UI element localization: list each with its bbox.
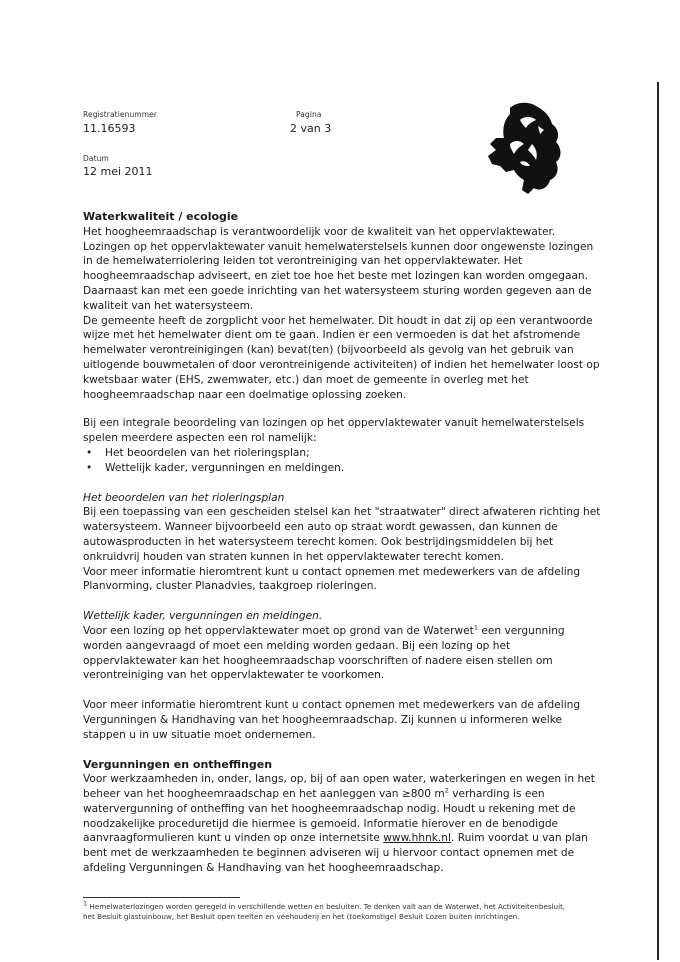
registration-number: 11.16593: [83, 122, 136, 135]
footnote-mark: 1: [83, 899, 88, 908]
lion-logo-icon: [480, 100, 566, 196]
footnote-divider: [83, 897, 240, 898]
paragraph-contact-permits: Voor meer informatie hieromtrent kunt u contact opnemen met medewerkers van de afdeling Vergunningen & Handhaving van het hoogheemraadschap. Zij kunnen u informeren welke stappen u in uw situatie moet ondernemen.: [83, 699, 581, 741]
list-item: • Wettelijk kader, vergunningen en meldingen.: [83, 461, 603, 476]
page-label: Pagina: [296, 110, 322, 119]
paragraph-separate-system: Bij een toepassing van een gescheiden stelsel kan het "straatwater" direct afwateren richting het watersysteem. Wanneer bijvoorbeeld een auto op straat wordt gewassen, dan kunnen de autowasproducten in het watersysteem terecht komen. Ook bestrijdingsmiddelen bij het onkruidvrij houden van straten kunnen in het oppervlaktewater terecht komen.: [83, 506, 601, 563]
subheading-sewer-plan: Het beoordelen van het rioleringsplan: [83, 491, 285, 504]
footnote: [83, 899, 573, 922]
paragraph-waterwet: [83, 624, 603, 683]
paragraph-municipality-duty: De gemeente heeft de zorgplicht voor het hemelwater. Dit houdt in dat zij op een verantwoorde wijze met het hemelwater dient om te gaan. Indien er een vermoeden is dat het afstromende hemelwater verontreinigingen (kan) bevat(ten) (bijvoorbeeld als gevolg van het gebruik van uitlogende bouwmetalen of door verontreinigende activiteiten) of indien het hemelwater loost op kwetsbaar water (EHS, zwemwater, etc.) dan moet de gemeente in overleg met het hoogheemraadschap naar een doelmatige oplossing zoeken.: [83, 314, 600, 401]
website-link[interactable]: www.hhnk.nl: [383, 832, 451, 845]
page-number: 2 van 3: [290, 122, 332, 135]
superscript-2: 2: [444, 786, 449, 795]
registration-label: Registratienummer: [83, 110, 158, 119]
waterwet-text-a: Voor een lozing op het oppervlaktewater moet op grond van de Waterwet: [83, 624, 474, 637]
heading-water-quality: Waterkwaliteit / ecologie: [83, 210, 239, 223]
aspects-list: [83, 446, 603, 476]
date-value: 12 mei 2011: [83, 165, 153, 178]
list-item: • Het beoordelen van het rioleringsplan;: [83, 446, 603, 461]
paragraph-responsibility: Het hoogheemraadschap is verantwoordelijk voor de kwaliteit van het oppervlaktewater. Lozingen op het oppervlaktewater vanuit hemelwaterstelsels kunnen door ongewenste lozingen in de hemelwaterriolering leiden tot verontreiniging van het oppervlaktewater. Het hoogheemraadschap adviseert, en ziet toe hoe het beste met lozingen kan worden omgegaan. Daarnaast kan met een goede inrichting van het watersysteem sturing worden gegeven aan de kwaliteit van het watersysteem.: [83, 225, 594, 312]
permits-text-c: . Ruim voordat u van plan bent met de werkzaamheden te beginnen adviseren wij u hiervoor contact opnemen met de afdeling Vergunningen & Handhaving van het hoogheemraadschap.: [83, 832, 588, 875]
heading-permits-exemptions: Vergunningen en ontheffingen: [83, 757, 273, 771]
section-water-quality: [83, 210, 603, 876]
subheading-legal-framework: Wettelijk kader, vergunningen en meldingen.: [83, 610, 323, 623]
paragraph-permits: [83, 772, 603, 876]
footnote-ref[interactable]: 1: [473, 623, 478, 632]
footnote-text: Hemelwaterlozingen worden geregeld in verschillende wetten en besluiten. Te denken valt aan de Waterwet, het Activiteitenbesluit, het Besluit glastuinbouw, het Besluit open teelten en veehouderij en het (toekomstige) Besluit Lozen buiten inrichtingen.: [83, 902, 566, 921]
paragraph-integral-assessment: Bij een integrale beoordeling van lozingen op het oppervlaktewater vanuit hemelwaterstelsels spelen meerdere aspecten een rol namelijk:: [83, 417, 585, 445]
waterwet-text-b: een vergunning worden aangevraagd of moet een melding worden gedaan. Bij een lozing op het oppervlaktewater kan het hoogheemraadschap voorschriften of nadere eisen stellen om verontreiniging van het oppervlaktewater te voorkomen.: [83, 624, 565, 682]
permits-text-a: Voor werkzaamheden in, onder, langs, op, bij of aan open water, waterkeringen en wegen in het beheer van het hoogheemraadschap en het aanleggen van ≥800 m: [83, 773, 595, 801]
date-label: Datum: [83, 154, 109, 163]
page-edge-rule: [657, 82, 659, 960]
paragraph-contact-planning: Voor meer informatie hieromtrent kunt u contact opnemen met medewerkers van de afdeling Planvorming, cluster Planadvies, taakgroep rioleringen.: [83, 565, 581, 593]
permits-text-b: verharding is een watervergunning of ontheffing van het hoogheemraadschap nodig. Houdt u rekening met de noodzakelijke proceduretijd die hiermee is gemoeid. Informatie hierover en de benodigde aanvraagformulieren kunt u vinden op onze internetsite: [83, 788, 576, 845]
